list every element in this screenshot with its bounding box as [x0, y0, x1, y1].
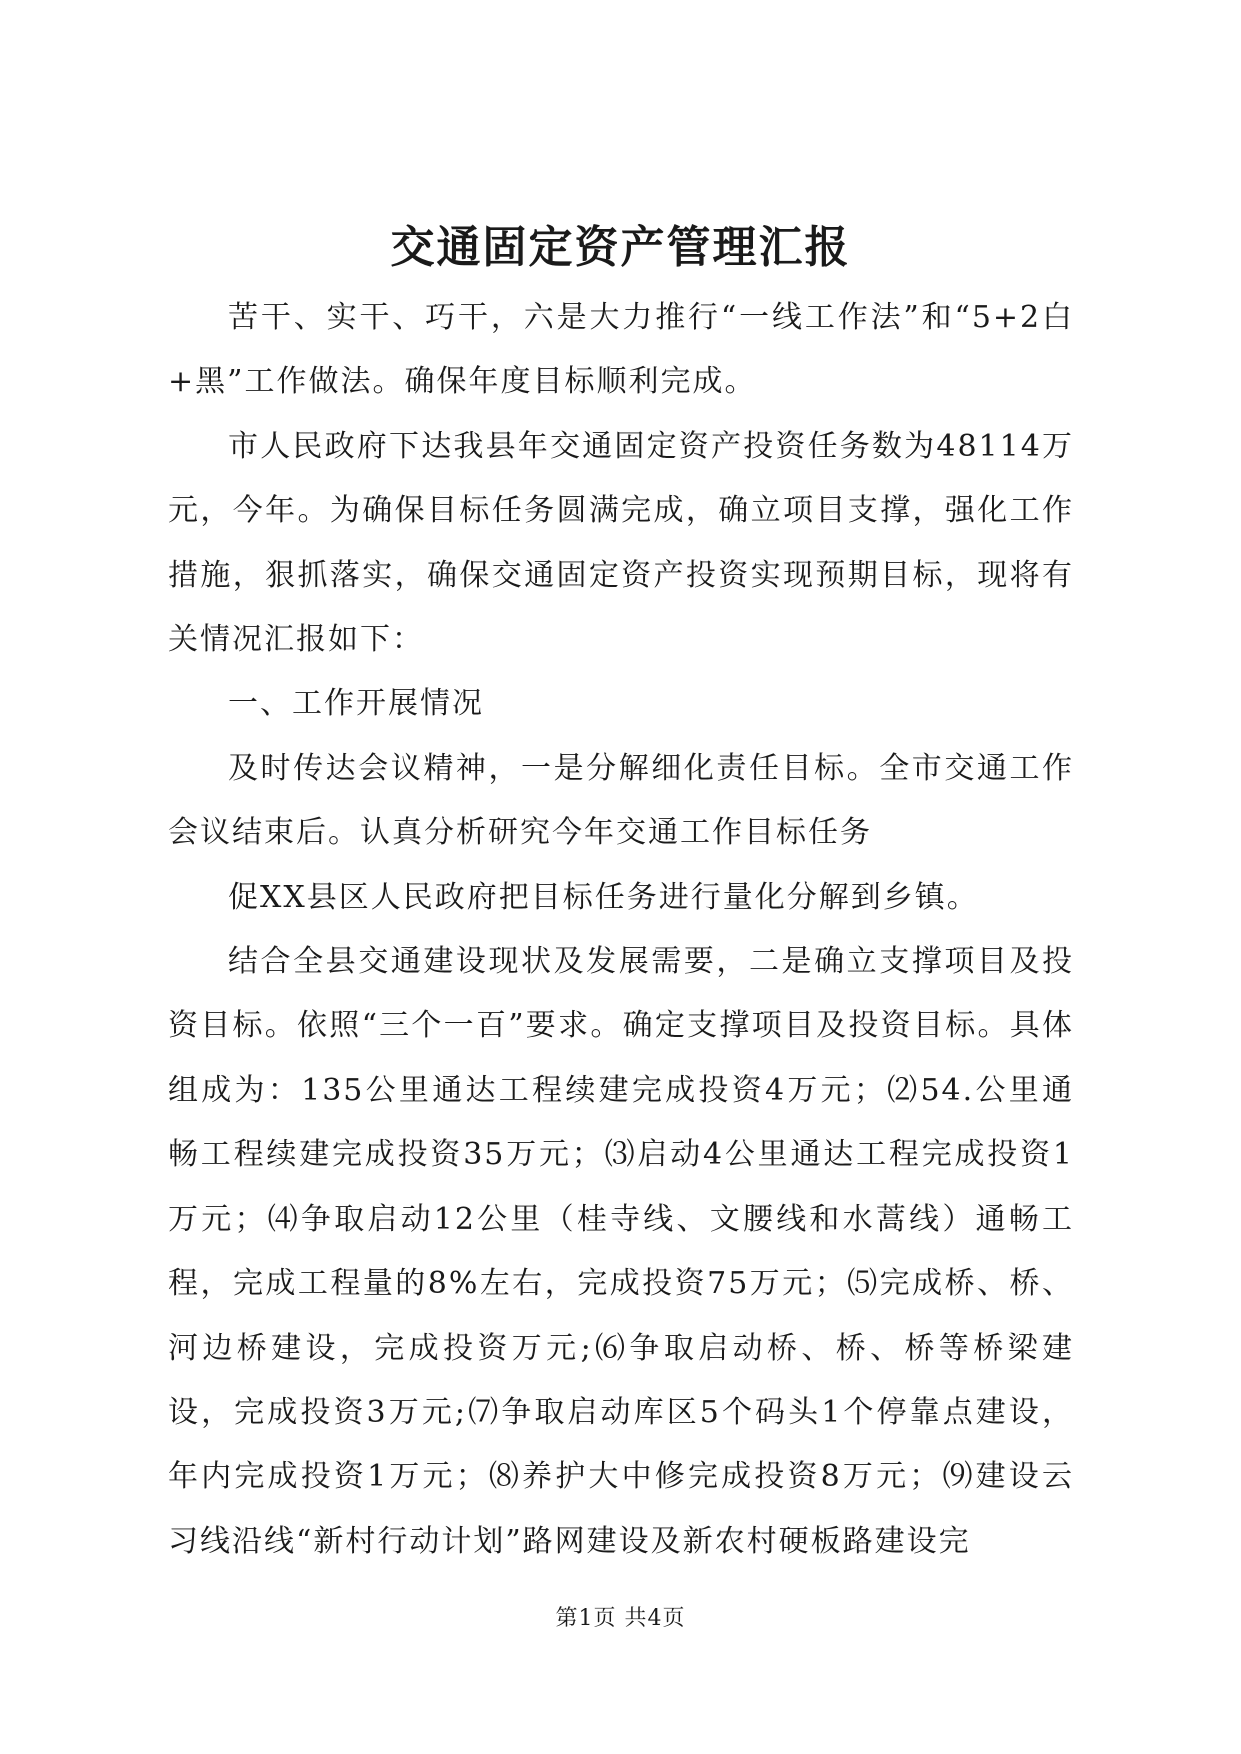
page-footer: 第1页 共4页 — [555, 1606, 686, 1631]
document-title: 交通固定资产管理汇报 — [390, 222, 851, 273]
section-heading: 一、工作开展情况 — [228, 686, 484, 722]
paragraph: 及时传达会议精神，一是分解细化责任目标。全市交通工作会议结束后。认真分析研究今年交通工作目标任务 — [168, 750, 1074, 851]
document-body — [168, 286, 1074, 1574]
paragraph: 结合全县交通建设现状及发展需要，二是确立支撑项目及投资目标。依照“三个一百”要求。确定支撑项目及投资目标。具体组成为：135公里通达工程续建完成投资4万元；⑵54.公里通畅工程续建完成投资35万元；⑶启动4公里通达工程完成投资1万元；⑷争取启动12公里（桂寺线、文腰线和水蒿线）通畅工程，完成工程量的8%左右，完成投资75万元；⑸完成桥、桥、河边桥建设，完成投资万元;⑹争取启动桥、桥、桥等桥梁建设，完成投资3万元;⑺争取启动库区5个码头1个停靠点建设，年内完成投资1万元；⑻养护大中修完成投资8万元；⑼建设云习线沿线“新村行动计划”路网建设及新农村硬板路建设完 — [168, 944, 1074, 1559]
paragraph: 促XX县区人民政府把目标任务进行量化分解到乡镇。 — [228, 879, 979, 915]
paragraph: 苦干、实干、巧干，六是大力推行“一线工作法”和“5+2白+黑”工作做法。确保年度目标顺利完成。 — [168, 300, 1074, 400]
paragraph: 市人民政府下达我县年交通固定资产投资任务数为48114万元，今年。为确保目标任务圆满完成，确立项目支撑，强化工作措施，狠抓落实，确保交通固定资产投资实现预期目标，现将有关情况汇报如下： — [168, 428, 1074, 658]
